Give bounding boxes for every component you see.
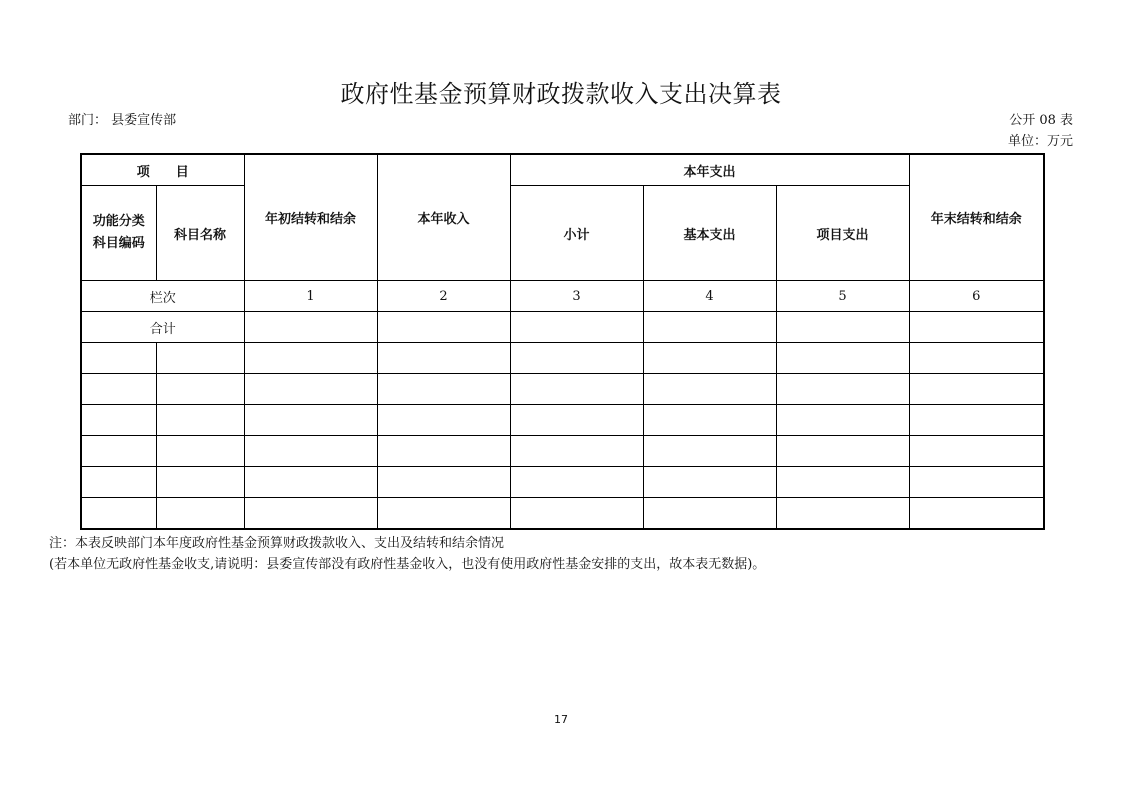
- table-cell: [244, 467, 377, 498]
- table-cell: [776, 498, 909, 530]
- table-cell: [81, 374, 156, 405]
- table-cell: [776, 374, 909, 405]
- table-cell: [377, 312, 510, 343]
- table-cell: [510, 312, 643, 343]
- table-cell: [81, 343, 156, 374]
- budget-table: [80, 153, 1045, 530]
- table-cell: [643, 405, 776, 436]
- header-ending-balance: 年末结转和结余: [909, 154, 1044, 281]
- table-cell: [776, 467, 909, 498]
- table-cell: [81, 405, 156, 436]
- column-index: 4: [643, 281, 776, 312]
- header-subject-name: 科目名称: [156, 186, 244, 281]
- table-cell: [643, 498, 776, 530]
- column-index: 6: [909, 281, 1044, 312]
- page-number: 17: [554, 713, 568, 726]
- header-beginning-balance: 年初结转和结余: [244, 154, 377, 281]
- table-cell: [776, 312, 909, 343]
- header-project: 项 目: [81, 154, 244, 186]
- table-cell: [643, 343, 776, 374]
- table-row: [81, 467, 1044, 498]
- table-cell: [643, 312, 776, 343]
- table-cell: [156, 343, 244, 374]
- table-cell: [909, 498, 1044, 530]
- total-label: 合计: [81, 312, 244, 343]
- table-row: [81, 498, 1044, 530]
- table-cell: [510, 498, 643, 530]
- table-cell: [510, 343, 643, 374]
- table-cell: [909, 343, 1044, 374]
- header-current-income: 本年收入: [377, 154, 510, 281]
- table-cell: [156, 374, 244, 405]
- header-function-code: 功能分类 科目编码: [81, 186, 156, 281]
- table-cell: [510, 374, 643, 405]
- table-cell: [909, 312, 1044, 343]
- table-cell: [81, 467, 156, 498]
- column-index: 5: [776, 281, 909, 312]
- table-cell: [156, 467, 244, 498]
- table-cell: [244, 312, 377, 343]
- table-cell: [377, 498, 510, 530]
- table-cell: [156, 436, 244, 467]
- table-cell: [643, 374, 776, 405]
- header-basic-expense: 基本支出: [643, 186, 776, 281]
- header-project-expense: 项目支出: [776, 186, 909, 281]
- table-cell: [377, 467, 510, 498]
- table-cell: [244, 374, 377, 405]
- footnote-line-1: 注：本表反映部门本年度政府性基金预算财政拨款收入、支出及结转和结余情况: [49, 536, 505, 551]
- table-cell: [643, 436, 776, 467]
- table-cell: [510, 436, 643, 467]
- header-subtotal: 小计: [510, 186, 643, 281]
- table-cell: [156, 405, 244, 436]
- column-index-label: 栏次: [81, 281, 244, 312]
- table-cell: [776, 436, 909, 467]
- table-cell: [81, 436, 156, 467]
- table-cell: [776, 405, 909, 436]
- table-cell: [377, 374, 510, 405]
- header-current-expense: 本年支出: [510, 154, 909, 186]
- table-cell: [244, 436, 377, 467]
- table-cell: [377, 405, 510, 436]
- unit-label: 单位：万元: [1007, 134, 1073, 149]
- table-cell: [244, 343, 377, 374]
- table-cell: [909, 467, 1044, 498]
- table-row: [81, 374, 1044, 405]
- table-cell: [156, 498, 244, 530]
- column-index: 1: [244, 281, 377, 312]
- table-cell: [81, 498, 156, 530]
- department-label: 部门： 县委宣传部: [68, 113, 177, 128]
- table-cell: [909, 405, 1044, 436]
- table-cell: [909, 436, 1044, 467]
- table-cell: [776, 343, 909, 374]
- table-row: [81, 436, 1044, 467]
- table-cell: [377, 343, 510, 374]
- table-cell: [377, 436, 510, 467]
- table-cell: [510, 405, 643, 436]
- table-row: [81, 405, 1044, 436]
- column-index: 3: [510, 281, 643, 312]
- table-row: [81, 343, 1044, 374]
- table-cell: [643, 467, 776, 498]
- table-cell: [909, 374, 1044, 405]
- column-index: 2: [377, 281, 510, 312]
- table-cell: [510, 467, 643, 498]
- table-cell: [244, 405, 377, 436]
- document-title: 政府性基金预算财政拨款收入支出决算表: [340, 80, 782, 108]
- table-cell: [244, 498, 377, 530]
- form-code: 公开 08 表: [1009, 113, 1073, 128]
- footnote-line-2: (若本单位无政府性基金收支,请说明：县委宣传部没有政府性基金收入，也没有使用政府性基金安排的支出，故本表无数据)。: [49, 557, 766, 572]
